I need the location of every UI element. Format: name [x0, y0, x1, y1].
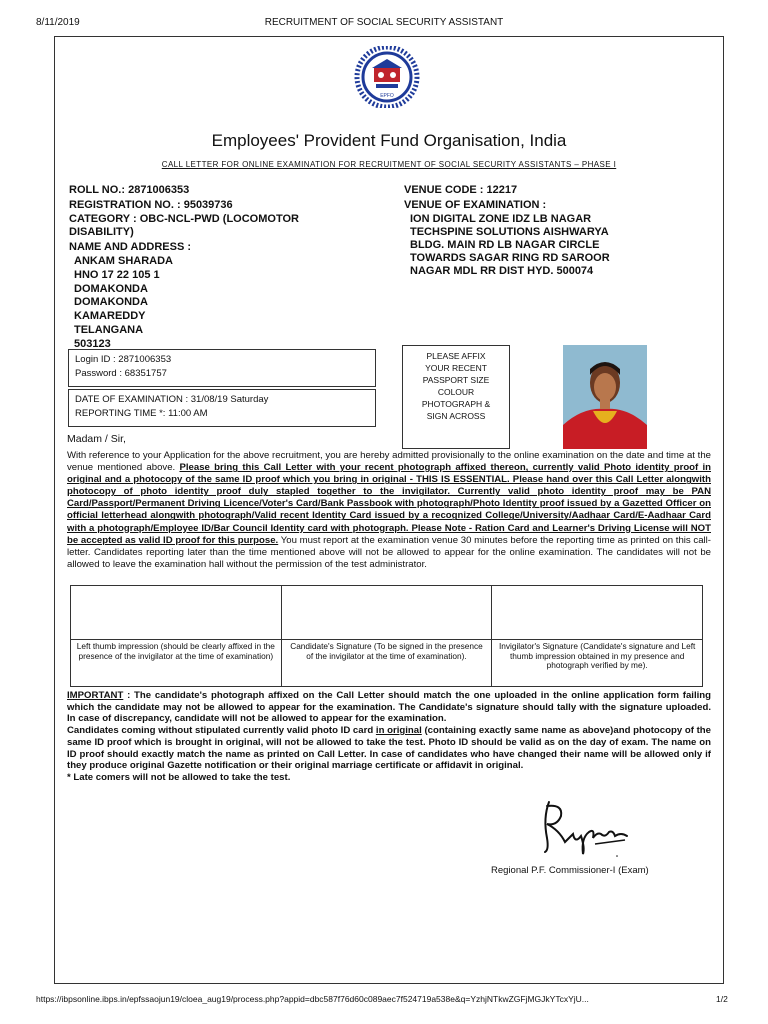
thumb-impression-cell [71, 586, 282, 640]
photo-affix-box: PLEASE AFFIX YOUR RECENT PASSPORT SIZE COLOUR PHOTOGRAPH & SIGN ACROSS [402, 345, 510, 449]
thumb-impression-caption: Left thumb impression (should be clearly affixed in the presence of the invigilator at the time of examination) [71, 640, 282, 687]
registration-number: REGISTRATION NO. : 95039736 [69, 199, 233, 211]
reporting-time: REPORTING TIME *: 11:00 AM [75, 408, 208, 419]
print-title: RECRUITMENT OF SOCIAL SECURITY ASSISTANT [264, 17, 504, 28]
print-url: https://ibpsonline.ibps.in/epfssaojun19/cloea_aug19/process.php?appid=dbc587f76d60c089aec7f524719a538e&q=YzhjNTkwZGFjMGJkYTcxYjU... [36, 994, 589, 1004]
commissioner-signature-icon [535, 798, 635, 858]
candidate-address: ANKAM SHARADA HNO 17 22 105 1 DOMAKONDA DOMAKONDA KAMAREDDY TELANGANA 503123 [74, 255, 173, 350]
svg-text:EPFO: EPFO [380, 93, 394, 99]
password: Password : 68351757 [75, 368, 167, 379]
venue-code: VENUE CODE : 12217 [404, 184, 518, 196]
category: CATEGORY : OBC-NCL-PWD (LOCOMOTOR DISABILITY) [69, 213, 299, 238]
roll-number: ROLL NO.: 2871006353 [69, 184, 190, 196]
epfo-logo-icon [350, 46, 424, 108]
page-title: Employees' Provident Fund Organisation, India [211, 131, 567, 150]
page-number: 1/2 [716, 994, 728, 1004]
invigilator-signature-caption: Invigilator's Signature (Candidate's signature and Left thumb impression obtained in my presence and photograph verified by me). [492, 640, 703, 687]
salutation: Madam / Sir, [67, 433, 126, 445]
print-date: 8/11/2019 [36, 17, 80, 28]
instructions-paragraph: With reference to your Application for the above recruitment, you are hereby admitted provisionally to the online examination on the date and time at the venue mentioned above. Please bring this Call Letter with your recent photograph affixed thereon, currently valid Photo identity proof in original and a photocopy of the same ID proof which you bring in original - THIS IS ESSENTIAL. Please hand over this Call Letter alongwith photocopy of photo identity proof duly stapled together to the invigilator. Currently valid photo identity proof may be PAN Card/Passport/Permanent Driving Licence/Voter's Card/Bank Passbook with photograph/Photo Identity proof issued by a Gazetted Officer on official letterhead alongwith photograph/Valid recent Identity Card issued by a recognized College/University/Aadhaar Card/E-Aadhaar Card with a photograph/Employee ID/Bar Council Identity card with photograph. Please Note - Ration Card and Learner's Driving License will NOT be accepted as valid ID proof for this purpose. You must report at the examination venue 30 minutes before the reporting time as printed on this call-letter. Candidates reporting later than the time mentioned above will not be allowed to appear for the online examination. The candidates will not be allowed to leave the examination hall without the permission of the test administrator. [67, 450, 711, 570]
signature-table [70, 585, 703, 687]
important-notice: IMPORTANT : The candidate's photograph affixed on the Call Letter should match the one uploaded in the online application form failing which the candidate may not be allowed to appear for the examination. The Candidate's signature should tally with the signature uploaded. In case of discrepancy, candidate will not be allowed to appear for the examination. Candidates coming without stipulated currently valid photo ID card in original (containing exactly same name as above)and photocopy of the same ID proof which is brought in original, will not be allowed to take the test. Photo ID should be valid as on the day of exam. The name on ID proof should exactly match the name as printed on Call Letter. In case of candidates who have changed their name will be allowed only if they produce original Gazette notification or their original marriage certificate or affidavit in original. * Late comers will not be allowed to take the test. [67, 690, 711, 783]
candidate-photo [563, 345, 647, 449]
venue-address: ION DIGITAL ZONE IDZ LB NAGAR TECHSPINE SOLUTIONS AISHWARYA BLDG. MAIN RD LB NAGAR CIRCLE TOWARDS SAGAR RING RD SAROOR NAGAR MDL RR DIST HYD. 500074 [410, 213, 610, 277]
invigilator-signature-cell [492, 586, 703, 640]
subtitle: CALL LETTER FOR ONLINE EXAMINATION FOR RECRUITMENT OF SOCIAL SECURITY ASSISTANTS – PHASE I [161, 160, 617, 169]
venue-label: VENUE OF EXAMINATION : [404, 199, 547, 211]
name-address-label: NAME AND ADDRESS : [69, 241, 192, 253]
candidate-signature-cell [281, 586, 492, 640]
login-credentials-box [68, 349, 376, 387]
exam-schedule-box [68, 389, 376, 427]
candidate-signature-caption: Candidate's Signature (To be signed in the presence of the invigilator at the time of examination). [281, 640, 492, 687]
exam-date: DATE OF EXAMINATION : 31/08/19 Saturday [75, 394, 269, 405]
login-id: Login ID : 2871006353 [75, 354, 172, 365]
signatory-title: Regional P.F. Commissioner-I (Exam) [491, 865, 649, 876]
